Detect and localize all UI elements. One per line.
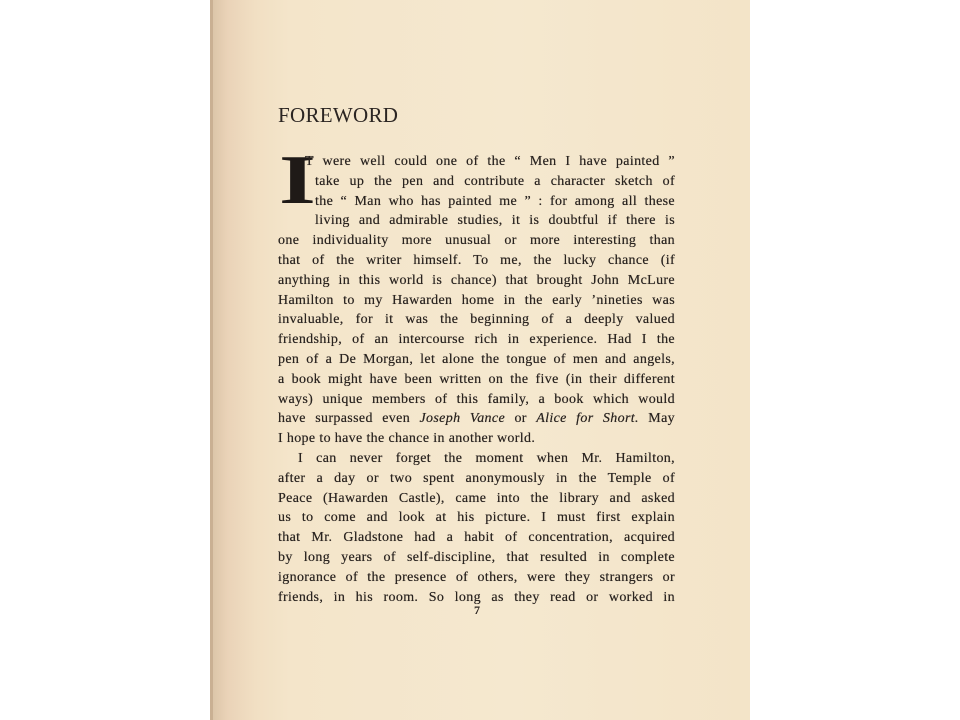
text-line: Peace (Hawarden Castle), came into the library and asked <box>278 490 675 506</box>
text-line: invaluable, for it was the beginning of a deeply valued <box>278 312 675 328</box>
text-segment: or <box>505 411 537 427</box>
text-line: Hamilton to my Hawarden home in the early ’nineties was <box>278 292 675 308</box>
text-line: I can never forget the moment when Mr. Hamilton, <box>298 450 675 466</box>
text-line: after a day or two spent anonymously in the Temple of <box>278 470 675 486</box>
text-line: that of the writer himself. To me, the lucky chance (if <box>278 252 675 268</box>
text-segment: May <box>638 411 675 427</box>
text-line: us to come and look at his picture. I must first explain <box>278 510 675 526</box>
page-number: 7 <box>474 603 480 617</box>
text-line: by long years of self-discipline, that resulted in complete <box>278 549 675 565</box>
text-line: friends, in his room. So long as they read or worked in <box>278 589 675 605</box>
book-title-italic: Joseph Vance <box>419 411 506 427</box>
text-line: T were well could one of the “ Men I have painted ” <box>305 154 675 169</box>
text-line: friendship, of an intercourse rich in experience. Had I the <box>278 332 675 348</box>
text-line: one individuality more unusual or more interesting than <box>278 233 675 249</box>
body-text <box>278 152 675 607</box>
text-line: a book might have been written on the five (in their different <box>278 371 675 387</box>
text-line: pen of a De Morgan, let alone the tongue of men and angels, <box>278 351 675 367</box>
text-line: anything in this world is chance) that brought John McLure <box>278 272 675 288</box>
text-line: I hope to have the chance in another world. <box>278 431 536 447</box>
text-segment: have surpassed even <box>278 411 420 427</box>
text-line-with-titles <box>278 409 675 429</box>
text-line: ignorance of the presence of others, were they strangers or <box>278 569 675 585</box>
drop-cap: I <box>279 142 316 219</box>
text-line: that Mr. Gladstone had a habit of concentration, acquired <box>278 530 675 546</box>
text-line: living and admirable studies, it is doubtful if there is <box>315 213 675 229</box>
text-line: the “ Man who has painted me ” : for among all these <box>315 193 675 209</box>
book-title-italic: Alice for Short. <box>536 411 639 427</box>
chapter-title: FOREWORD <box>278 103 399 127</box>
text-line: ways) unique members of this family, a book which would <box>278 391 675 407</box>
text-line: take up the pen and contribute a character sketch of <box>315 173 675 189</box>
